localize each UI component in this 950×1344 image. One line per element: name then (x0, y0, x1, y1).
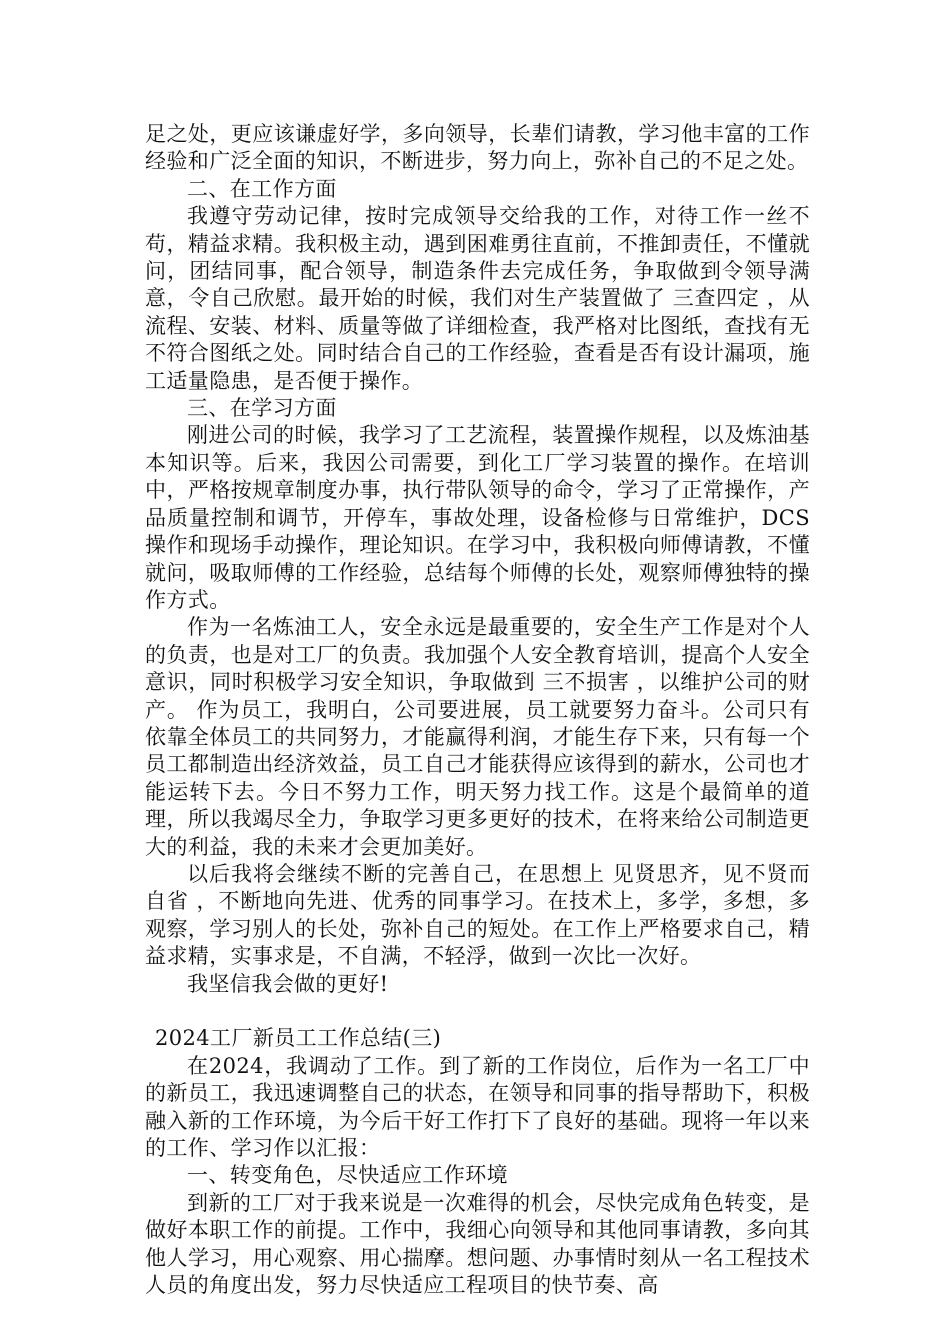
paragraph-work: 我遵守劳动记律，按时完成领导交给我的工作，对待工作一丝不苟，精益求精。我积极主动，遇到困难勇往直前，不推卸责任，不懂就问，团结同事，配合领导，制造条件去完成任务，争取做到令领导满意，令自己欣慰。最开始的时候，我们对生产装置做了 三查四定 ，从流程、安装、材料、质量等做了详细检查，我严格对比图纸，查找有无不符合图纸之处。同时结合自己的工作经验，查看是否有设计漏项，施工适量隐患，是否便于操作。 (145, 204, 810, 393)
heading-study: 三、在学习方面 (187, 396, 337, 421)
paragraph-section3-intro: 在2024，我调动了工作。到了新的工作岗位，后作为一名工厂中的新员工，我迅速调整自己的状态，在领导和同事的指导帮助下，积极融入新的工作环境，为今后干好工作打下了良好的基础。现将一年以来的工作、学习作以汇报： (145, 1053, 810, 1161)
blank-line (145, 998, 810, 1025)
paragraph-intro: 足之处，更应该谦虚好学，多向领导，长辈们请教，学习他丰富的工作经验和广泛全面的知识，不断进步，努力向上，弥补自己的不足之处。 (145, 122, 810, 174)
heading-work: 二、在工作方面 (187, 176, 337, 201)
heading-role: 一、转变角色，尽快适应工作环境 (187, 1163, 508, 1188)
paragraph-safety: 作为一名炼油工人，安全永远是最重要的，安全生产工作是对个人的负责，也是对工厂的负责。我加强个人安全教育培训，提高个人安全意识，同时积极学习安全知识，争取做到 三不损害 ，以维护公司的财产。 作为员工，我明白，公司要进展，员工就要努力奋斗。公司只有依靠全体员工的共同努力，才能赢得利润，才能生存下来，只有每一个员工都制造出经济效益，员工自己才能获得应该得到的薪水，公司也才能运转下去。今日不努力工作，明天努力找工作。这是个最简单的道理，所以我竭尽全力，争取学习更多更好的技术，在将来给公司制造更大的利益，我的未来才会更加美好。 (145, 615, 810, 859)
paragraph-role: 到新的工厂对于我来说是一次难得的机会，尽快完成角色转变，是做好本职工作的前提。工作中，我细心向领导和其他同事请教，多向其他人学习，用心观察、用心揣摩。想问题、办事情时刻从一名工程技术人员的角度出发，努力尽快适应工程项目的快节奏、高 (145, 1190, 810, 1298)
paragraph-belief: 我坚信我会做的更好! (187, 971, 389, 996)
section-title: 2024工厂新员工工作总结(三) (155, 1026, 442, 1051)
paragraph-study: 刚进公司的时候，我学习了工艺流程，装置操作规程，以及炼油基本知识等。后来，我因公司需要，到化工厂学习装置的操作。在培训中，严格按规章制度办事，执行带队领导的命令，学习了正常操作，产品质量控制和调节，开停车，事故处理，设备检修与日常维护，DCS操作和现场手动操作，理论知识。在学习中，我积极向师傅请教，不懂就问，吸取师傅的工作经验，总结每个师傅的长处，观察师傅独特的操作方式。 (145, 423, 810, 612)
document-body (145, 121, 810, 1299)
paragraph-future: 以后我将会继续不断的完善自己，在思想上 见贤思齐，见不贤而自省 ，不断地向先进、优秀的同事学习。在技术上，多学，多想，多观察，学习别人的长处，弥补自己的短处。在工作上严格要求自己，精益求精，实事求是，不自满，不轻浮，做到一次比一次好。 (145, 861, 810, 969)
